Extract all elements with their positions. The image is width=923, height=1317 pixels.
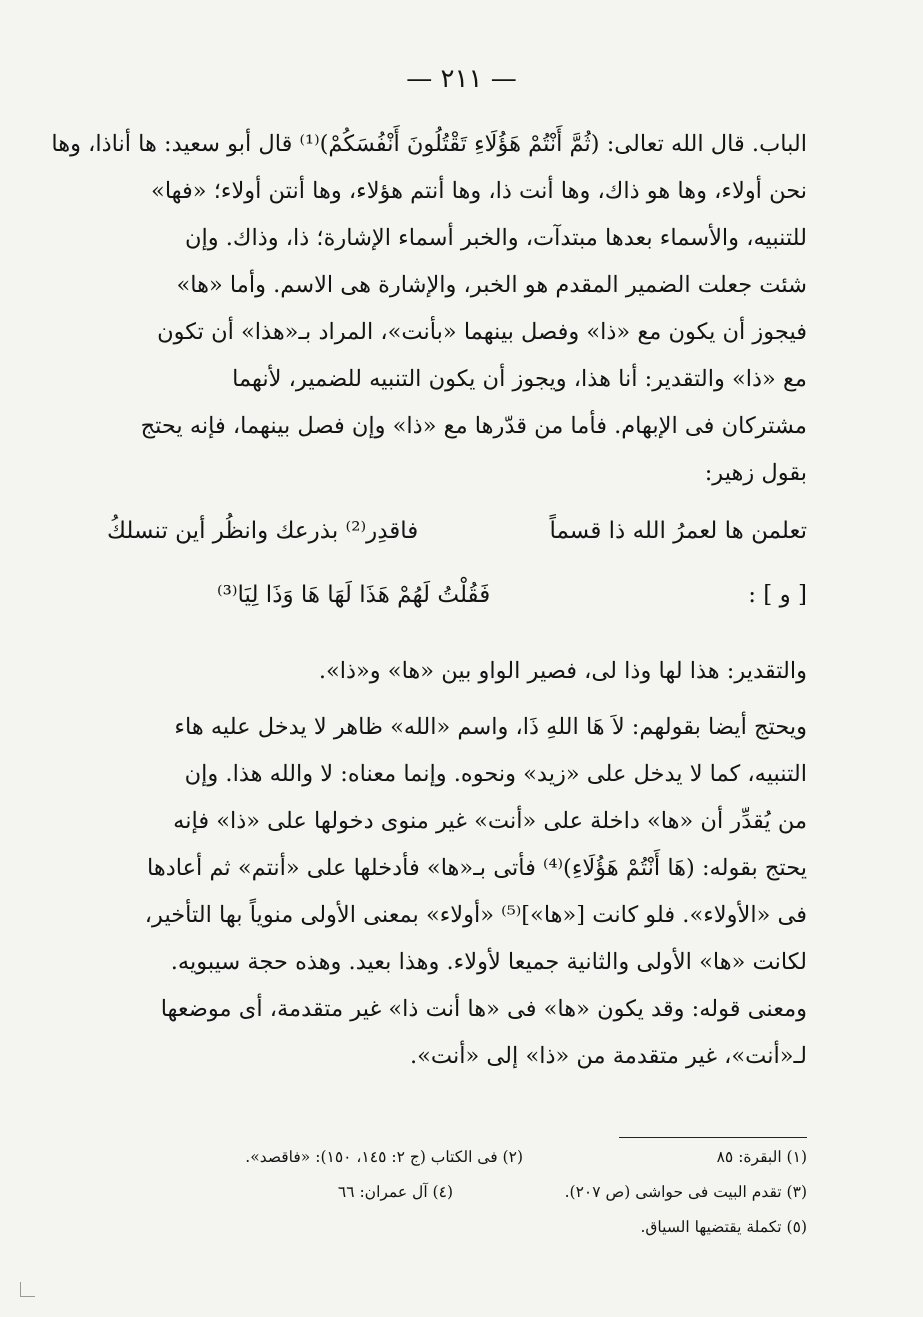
text-line: التنبيه، كما لا يدخل على «زيد» ونحوه. وإنما معناه: لا والله هذا. وإن (184, 761, 807, 787)
text-line: فى «الأولاء». فلو كانت [«ها»]⁽⁵⁾ «أولاء» بمعنى الأولى منوياً بها التأخير، (144, 902, 807, 928)
text-line: من يُقدِّر أن «ها» داخلة على «أنت» غير منوى دخولها على «ذا» فإنه (173, 808, 807, 834)
text-line: شئت جعلت الضمير المقدم هو الخبر، والإشارة هى الاسم. وأما «ها» (176, 272, 807, 298)
text-line: للتنبيه، والأسماء بعدها مبتدآت، والخبر أسماء الإشارة؛ ذا، وذاك. وإن (184, 225, 807, 251)
paragraph-1 (51, 121, 807, 497)
page-number: — ٢١١ — (406, 64, 517, 94)
text-line: مع «ذا» والتقدير: أنا هذا، ويجوز أن يكون التنبيه للضمير، لأنهما (232, 366, 807, 392)
footnote-3: (٣) تقدم البيت فى حواشى (ص ٢٠٧). (564, 1183, 807, 1201)
text-line: يحتج بقوله: (هَا أَنْتُمْ هَؤُلَاءِ)⁽⁴⁾ فأتى بـ«ها» فأدخلها على «أنتم» ثم أعادها (147, 855, 807, 881)
text-line: فيجوز أن يكون مع «ذا» وفصل بينهما «بأنت»، المراد بـ«هذا» أن تكون (157, 319, 807, 345)
verse-2-bracket-prefix: [ و ] : (748, 582, 807, 608)
paragraph-3 (121, 704, 807, 1080)
scan-corner-mark (20, 1282, 35, 1297)
text-line: بقول زهير: (704, 460, 807, 486)
footnote-4: (٤) آل عمران: ٦٦ (337, 1183, 453, 1201)
footnote-separator (619, 1137, 807, 1138)
verse-2-hemistich: فَقُلْتُ لَهُمْ هَذَا لَهَا هَا وَذَا لِيَا⁽³⁾ (217, 582, 491, 608)
text-line: نحن أولاء، وها هو ذاك، وها أنت ذا، وها أنتم هؤلاء، وها أنتن أولاء؛ «فها» (151, 178, 807, 204)
paragraph-2 (121, 648, 807, 695)
text-line: ويحتج أيضا بقولهم: لاَ هَا اللهِ ذَا، واسم «الله» ظاهر لا يدخل عليه هاء (174, 714, 807, 740)
text-line: لكانت «ها» الأولى والثانية جميعا لأولاء. وهذا بعيد. وهذه حجة سيبويه. (170, 949, 807, 975)
footnote-2: (٢) فى الكتاب (ج ٢: ١٤٥، ١٥٠): «فاقصد». (245, 1148, 523, 1166)
verse-1-second-hemistich: فاقدِر⁽²⁾ بذرعك وانظُر أين تنسلكُ (107, 518, 419, 544)
footnote-5: (٥) تكملة يقتضيها السياق. (640, 1218, 807, 1236)
text-line: مشتركان فى الإبهام. فأما من قدّرها مع «ذا» وإن فصل بينهما، فإنه يحتج (140, 413, 807, 439)
text-line: الباب. قال الله تعالى: (ثُمَّ أَنْتُمْ هَؤُلَاءِ تَقْتُلُونَ أَنْفُسَكُمْ)⁽¹⁾ قال أبو سعيد: ها أناذا، وها (51, 131, 807, 157)
text-line: لـ«أنت»، غير متقدمة من «ذا» إلى «أنت». (409, 1043, 807, 1069)
footnote-1: (١) البقرة: ٨٥ (716, 1148, 807, 1166)
text-line: والتقدير: هذا لها وذا لى، فصير الواو بين «ها» و«ذا». (318, 658, 807, 684)
verse-1-first-hemistich: تعلمن ها لعمرُ الله ذا قسماً (549, 518, 807, 544)
text-line: ومعنى قوله: وقد يكون «ها» فى «ها أنت ذا» غير متقدمة، أى موضعها (160, 996, 807, 1022)
